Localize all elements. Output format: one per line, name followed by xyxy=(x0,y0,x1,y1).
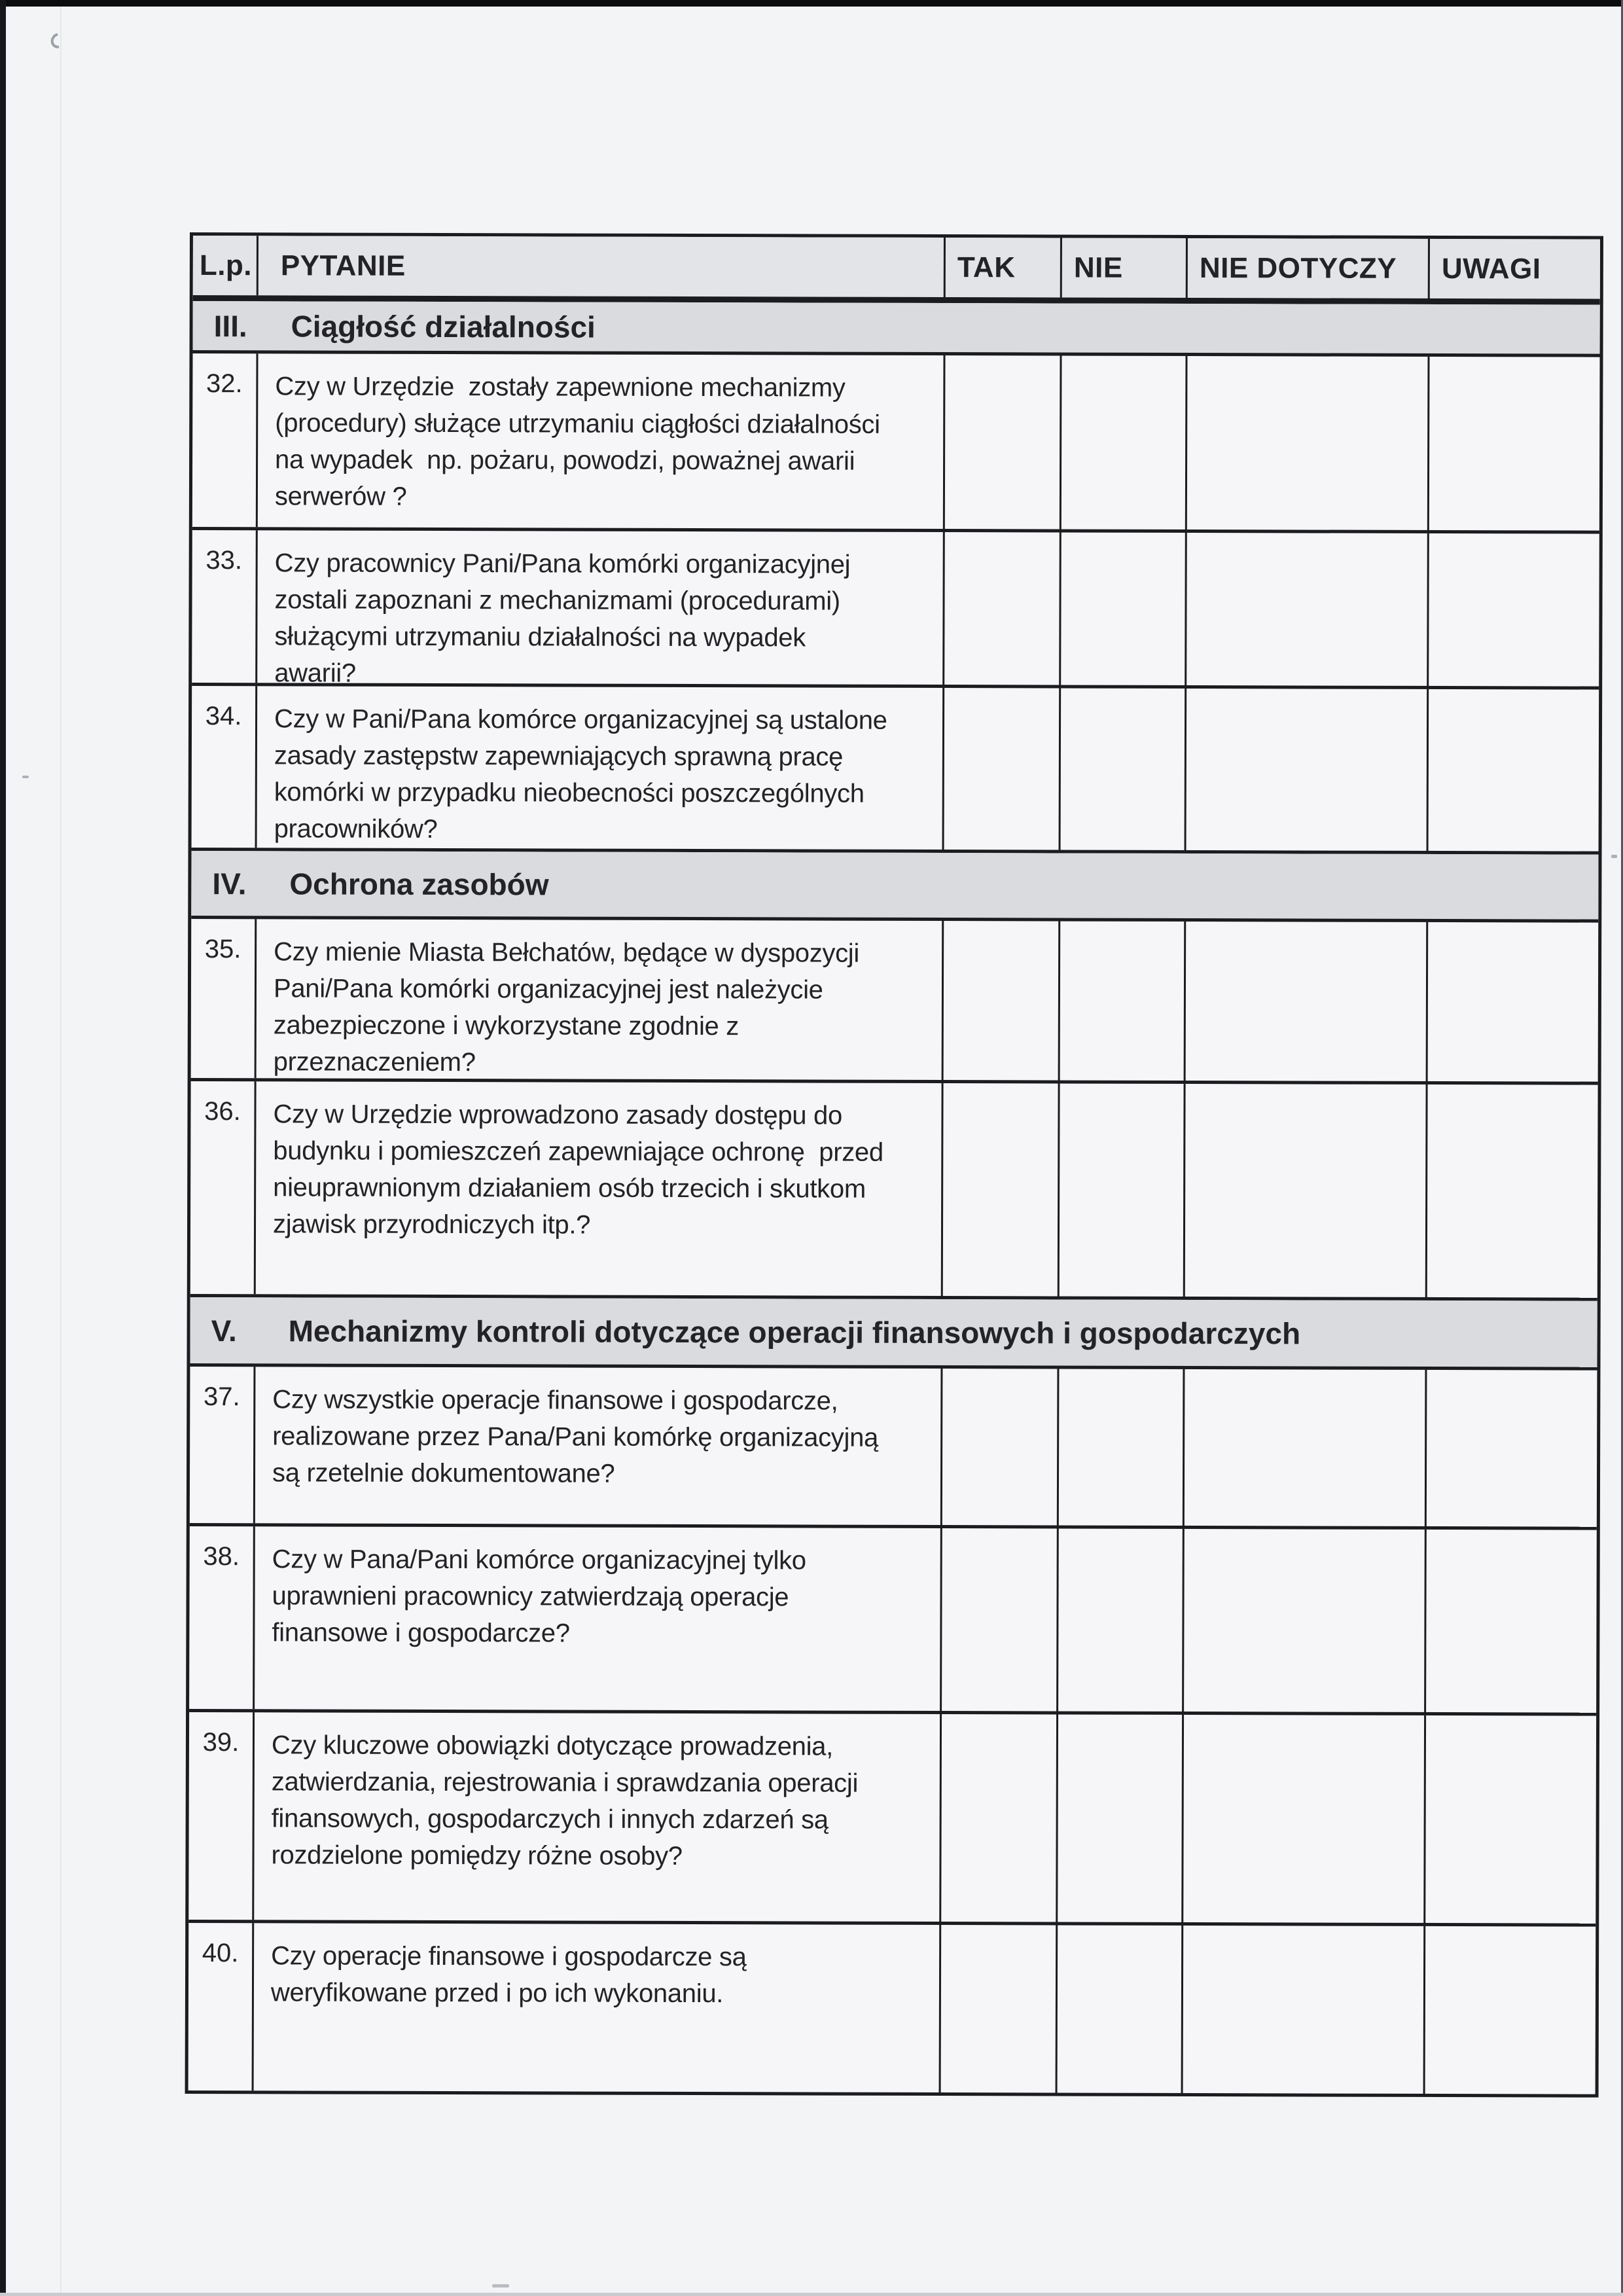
question-row-40 xyxy=(188,1923,1596,2094)
section-row-iii xyxy=(193,301,1600,357)
answer-cell-uwagi xyxy=(1426,1530,1597,1713)
answer-cell-nie xyxy=(1060,921,1186,1081)
question-text: Czy pracownicy Pani/Pana komórki organizacyjnej zostali zapoznani z mechanizmami (procedurami) służącymi utrzymaniu działalności na wypadek awarii? xyxy=(257,530,945,685)
question-number: 34. xyxy=(192,686,258,848)
section-title: Ciągłość działalności xyxy=(291,308,596,344)
table-header-row xyxy=(193,236,1600,305)
scan-edge-top xyxy=(0,0,1623,7)
answer-cell-nie-dotyczy xyxy=(1186,533,1429,686)
answer-cell-nie xyxy=(1061,688,1187,850)
answer-cell-nie xyxy=(1059,1369,1185,1526)
section-row-v xyxy=(190,1297,1597,1371)
question-number: 39. xyxy=(188,1712,255,1920)
question-text: Czy mienie Miasta Bełchatów, będące w dyspozycji Pani/Pana komórki organizacyjnej jest należycie zabezpieczone i wykorzystane zgodnie z przeznaczeniem? xyxy=(257,919,944,1080)
answer-cell-nie-dotyczy xyxy=(1183,1715,1426,1923)
question-text: Czy operacje finansowe i gospodarcze są weryfikowane przed i po ich wykonaniu. xyxy=(254,1923,942,2092)
column-header-pytanie: PYTANIE xyxy=(259,236,946,297)
question-text: Czy w Urzędzie wprowadzono zasady dostępu do budynku i pomieszczeń zapewniające ochronę przed nieuprawnionym działaniem osób trzecich i skutkom zjawisk przyrodniczych itp.? xyxy=(256,1081,944,1296)
column-header-nie-dotyczy: NIE DOTYCZY xyxy=(1188,238,1430,298)
scan-speck xyxy=(22,776,29,778)
question-row-32 xyxy=(192,353,1600,534)
question-text: Czy w Urzędzie zostały zapewnione mechanizmy (procedury) służące utrzymaniu ciągłości działalności na wypadek np. pożaru, powodzi, poważnej awarii serwerów ? xyxy=(258,353,946,529)
audit-checklist-table xyxy=(185,232,1603,2098)
paper-edge-line xyxy=(60,7,62,2293)
answer-cell-tak xyxy=(944,532,1061,685)
question-row-39 xyxy=(188,1712,1596,1927)
section-title: Ochrona zasobów xyxy=(289,866,549,901)
section-row-iv xyxy=(191,851,1598,923)
scan-speck xyxy=(48,30,69,51)
answer-cell-nie-dotyczy xyxy=(1187,356,1430,530)
question-text: Czy w Pani/Pana komórce organizacyjnej są ustalone zasady zastępstw zapewniających sprawną pracę komórki w przypadku nieobecności poszczególnych pracowników? xyxy=(257,686,945,850)
answer-cell-nie xyxy=(1058,1925,1184,2093)
column-header-tak: TAK xyxy=(946,238,1062,297)
scan-speck xyxy=(492,2284,509,2287)
answer-cell-tak xyxy=(941,1925,1058,2092)
question-number: 40. xyxy=(188,1923,255,2090)
answer-cell-nie xyxy=(1058,1714,1184,1922)
answer-cell-nie xyxy=(1060,1083,1186,1297)
scan-speck xyxy=(1611,855,1617,858)
scan-edge-left xyxy=(0,0,6,2296)
answer-cell-tak xyxy=(945,355,1062,529)
question-text: Czy w Pana/Pani komórce organizacyjnej tylko uprawnieni pracownicy zatwierdzają operacje finansowe i gospodarcze? xyxy=(255,1526,942,1711)
answer-cell-nie-dotyczy xyxy=(1185,1369,1427,1526)
question-row-34 xyxy=(192,686,1599,855)
answer-cell-tak xyxy=(942,1369,1060,1525)
question-row-38 xyxy=(189,1526,1597,1716)
column-header-lp: L.p. xyxy=(193,236,259,295)
question-row-35 xyxy=(191,919,1599,1085)
question-number: 36. xyxy=(190,1081,257,1294)
question-number: 33. xyxy=(192,530,258,683)
question-row-37 xyxy=(190,1367,1597,1530)
answer-cell-tak xyxy=(941,1714,1058,1922)
answer-cell-nie xyxy=(1058,1528,1185,1712)
question-number: 32. xyxy=(192,353,259,527)
section-numeral: III. xyxy=(213,308,247,343)
answer-cell-nie-dotyczy xyxy=(1186,689,1429,851)
answer-cell-uwagi xyxy=(1428,922,1599,1082)
answer-cell-nie-dotyczy xyxy=(1183,1926,1426,2094)
answer-cell-nie-dotyczy xyxy=(1185,1084,1428,1297)
section-numeral: V. xyxy=(211,1313,237,1348)
section-title: Mechanizmy kontroli dotyczące operacji finansowych i gospodarczych xyxy=(288,1313,1301,1350)
answer-cell-uwagi xyxy=(1429,357,1600,531)
column-header-nie: NIE xyxy=(1062,238,1188,298)
answer-cell-tak xyxy=(942,1528,1059,1711)
answer-cell-uwagi xyxy=(1427,1085,1598,1298)
question-row-36 xyxy=(190,1081,1598,1301)
answer-cell-uwagi xyxy=(1427,1370,1597,1527)
question-text: Czy kluczowe obowiązki dotyczące prowadzenia, zatwierdzania, rejestrowania i sprawdzania operacji finansowych, gospodarczych i innych zdarzeń są rozdzielone pomiędzy różne osoby? xyxy=(254,1712,942,1922)
answer-cell-nie-dotyczy xyxy=(1186,922,1429,1081)
answer-cell-tak xyxy=(944,921,1061,1080)
answer-cell-uwagi xyxy=(1425,1926,1596,2094)
question-number: 37. xyxy=(190,1367,256,1523)
scan-edge-bottom xyxy=(0,2293,1623,2296)
section-numeral: IV. xyxy=(212,866,247,901)
question-text: Czy wszystkie operacje finansowe i gospodarcze, realizowane przez Pana/Pani komórkę organizacyjną są rzetelnie dokumentowane? xyxy=(255,1367,943,1525)
question-number: 38. xyxy=(189,1526,255,1709)
answer-cell-uwagi xyxy=(1425,1715,1596,1924)
answer-cell-tak xyxy=(943,1083,1060,1296)
column-header-uwagi: UWAGI xyxy=(1441,252,1541,285)
answer-cell-nie-dotyczy xyxy=(1184,1529,1427,1712)
answer-cell-nie xyxy=(1061,355,1188,529)
answer-cell-tak xyxy=(944,688,1061,850)
answer-cell-uwagi xyxy=(1429,689,1599,852)
question-number: 35. xyxy=(191,919,257,1078)
answer-cell-uwagi xyxy=(1429,533,1599,687)
answer-cell-nie xyxy=(1061,532,1187,685)
question-row-33 xyxy=(192,530,1599,690)
